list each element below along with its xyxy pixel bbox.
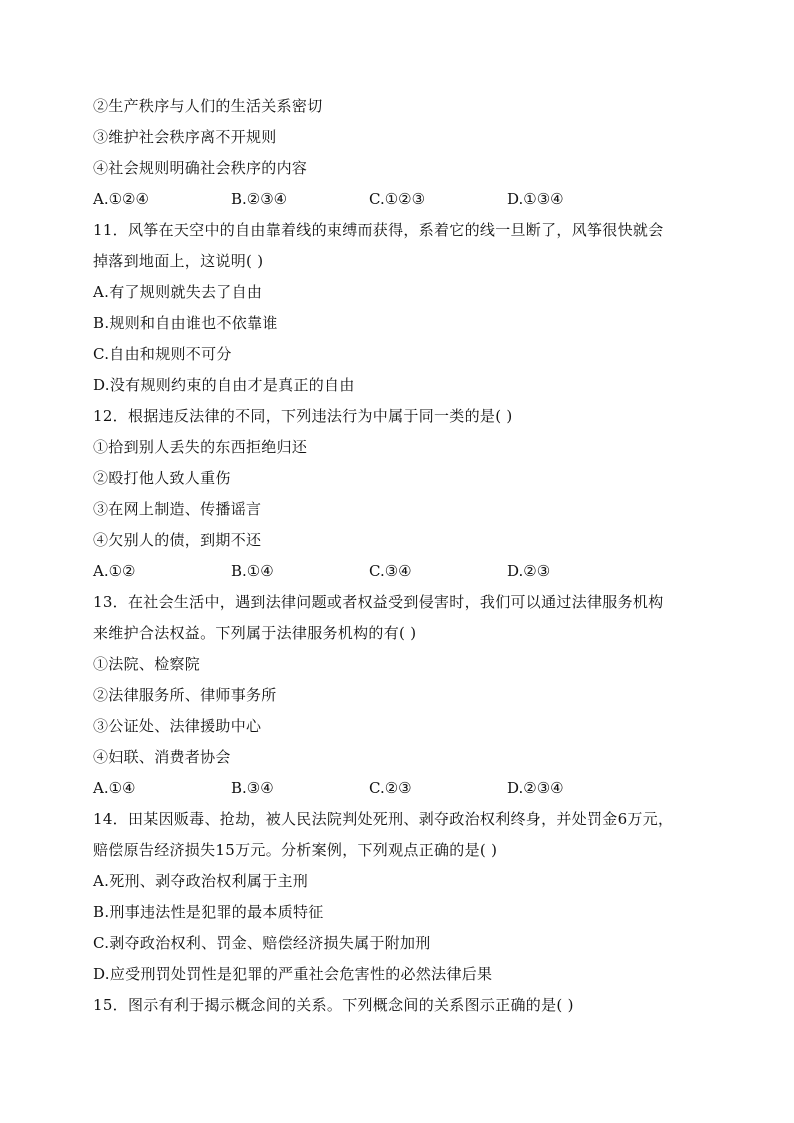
q13-option-c: C.②③ [369,779,412,797]
exam-content [93,91,713,1021]
q12-option-d: D.②③ [507,562,551,580]
q13-options [93,773,713,804]
q10-option-c: C.①②③ [369,190,426,208]
q12-item-1: ①拾到别人丢失的东西拒绝归还 [93,438,308,456]
q12-option-b: B.①④ [231,562,274,580]
q13-item-3: ③公证处、法律援助中心 [93,717,262,735]
q11-choice-b: B.规则和自由谁也不依靠谁 [93,314,278,332]
q14-choice-b: B.刑事违法性是犯罪的最本质特征 [93,903,324,921]
q11-choice-d: D.没有规则约束的自由才是真正的自由 [93,376,355,394]
q14-choice-c: C.剥夺政治权利、罚金、赔偿经济损失属于附加刑 [93,934,431,952]
q14-stem-line-2: 赔偿原告经济损失15万元。分析案例，下列观点正确的是( ) [93,841,498,859]
q12-stem-line-1: 12．根据违反法律的不同，下列违法行为中属于同一类的是( ) [93,407,513,425]
q13-item-1: ①法院、检察院 [93,655,201,673]
q10-option-b: B.②③④ [231,190,288,208]
q10-option-a: A.①②④ [93,190,149,208]
q11-stem-line-2: 掉落到地面上，这说明( ) [93,252,264,270]
q13-stem-line-2: 来维护合法权益。下列属于法律服务机构的有( ) [93,624,417,642]
q12-option-c: C.③④ [369,562,412,580]
q11-stem-line-1: 11．风筝在天空中的自由靠着线的束缚而获得，系着它的线一旦断了，风筝很快就会 [93,221,664,239]
q13-option-a: A.①④ [93,779,136,797]
q10-options [93,184,713,215]
q14-choice-d: D.应受刑罚处罚性是犯罪的严重社会危害性的必然法律后果 [93,965,493,983]
q10-item-3: ③维护社会秩序离不开规则 [93,128,277,146]
q12-item-3: ③在网上制造、传播谣言 [93,500,262,518]
q15-stem-line-1: 15．图示有利于揭示概念间的关系。下列概念间的关系图示正确的是( ) [93,996,574,1014]
q13-option-d: D.②③④ [507,779,564,797]
q10-option-d: D.①③④ [507,190,564,208]
q13-item-4: ④妇联、消费者协会 [93,748,231,766]
q13-item-2: ②法律服务所、律师事务所 [93,686,277,704]
q10-item-4: ④社会规则明确社会秩序的内容 [93,159,308,177]
q10-item-2: ②生产秩序与人们的生活关系密切 [93,97,323,115]
q13-stem-line-1: 13．在社会生活中，遇到法律问题或者权益受到侵害时，我们可以通过法律服务机构 [93,593,664,611]
q13-option-b: B.③④ [231,779,274,797]
q12-item-4: ④欠别人的债，到期不还 [93,531,262,549]
q12-options [93,556,713,587]
q12-option-a: A.①② [93,562,136,580]
q12-item-2: ②殴打他人致人重伤 [93,469,231,487]
q11-choice-c: C.自由和规则不可分 [93,345,232,363]
q14-stem-line-1: 14．田某因贩毒、抢劫，被人民法院判处死刑、剥夺政治权利终身，并处罚金6万元， [93,810,674,828]
q14-choice-a: A.死刑、剥夺政治权利属于主刑 [93,872,309,890]
q11-choice-a: A.有了规则就失去了自由 [93,283,263,301]
